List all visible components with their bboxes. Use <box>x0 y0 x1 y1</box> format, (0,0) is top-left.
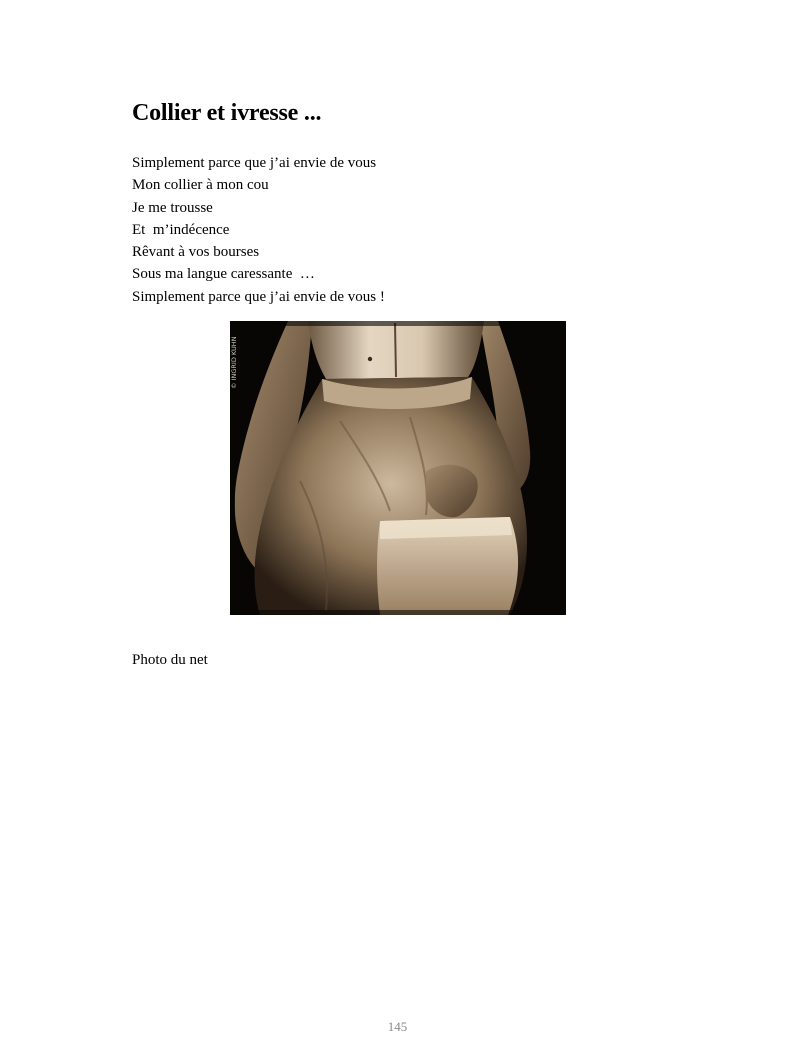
page-number: 145 <box>387 1019 408 1034</box>
photo-watermark: © INGRID KUHN <box>230 336 238 389</box>
poem-line: Rêvant à vos bourses <box>132 244 260 261</box>
poem-line: Mon collier à mon cou <box>132 177 269 194</box>
poem-line: Et m’indécence <box>132 221 230 238</box>
poem-line: Je me trousse <box>132 199 213 216</box>
poem <box>132 152 385 308</box>
photo-caption: Photo du net <box>132 652 208 668</box>
poem-line: Simplement parce que j’ai envie de vous ! <box>132 288 385 305</box>
sepia-photo <box>230 321 566 615</box>
poem-line: Simplement parce que j’ai envie de vous <box>132 155 377 171</box>
page-title: Collier et ivresse ... <box>132 100 322 126</box>
poem-line: Sous ma langue caressante … <box>132 266 315 283</box>
photo-illustration <box>230 321 566 615</box>
